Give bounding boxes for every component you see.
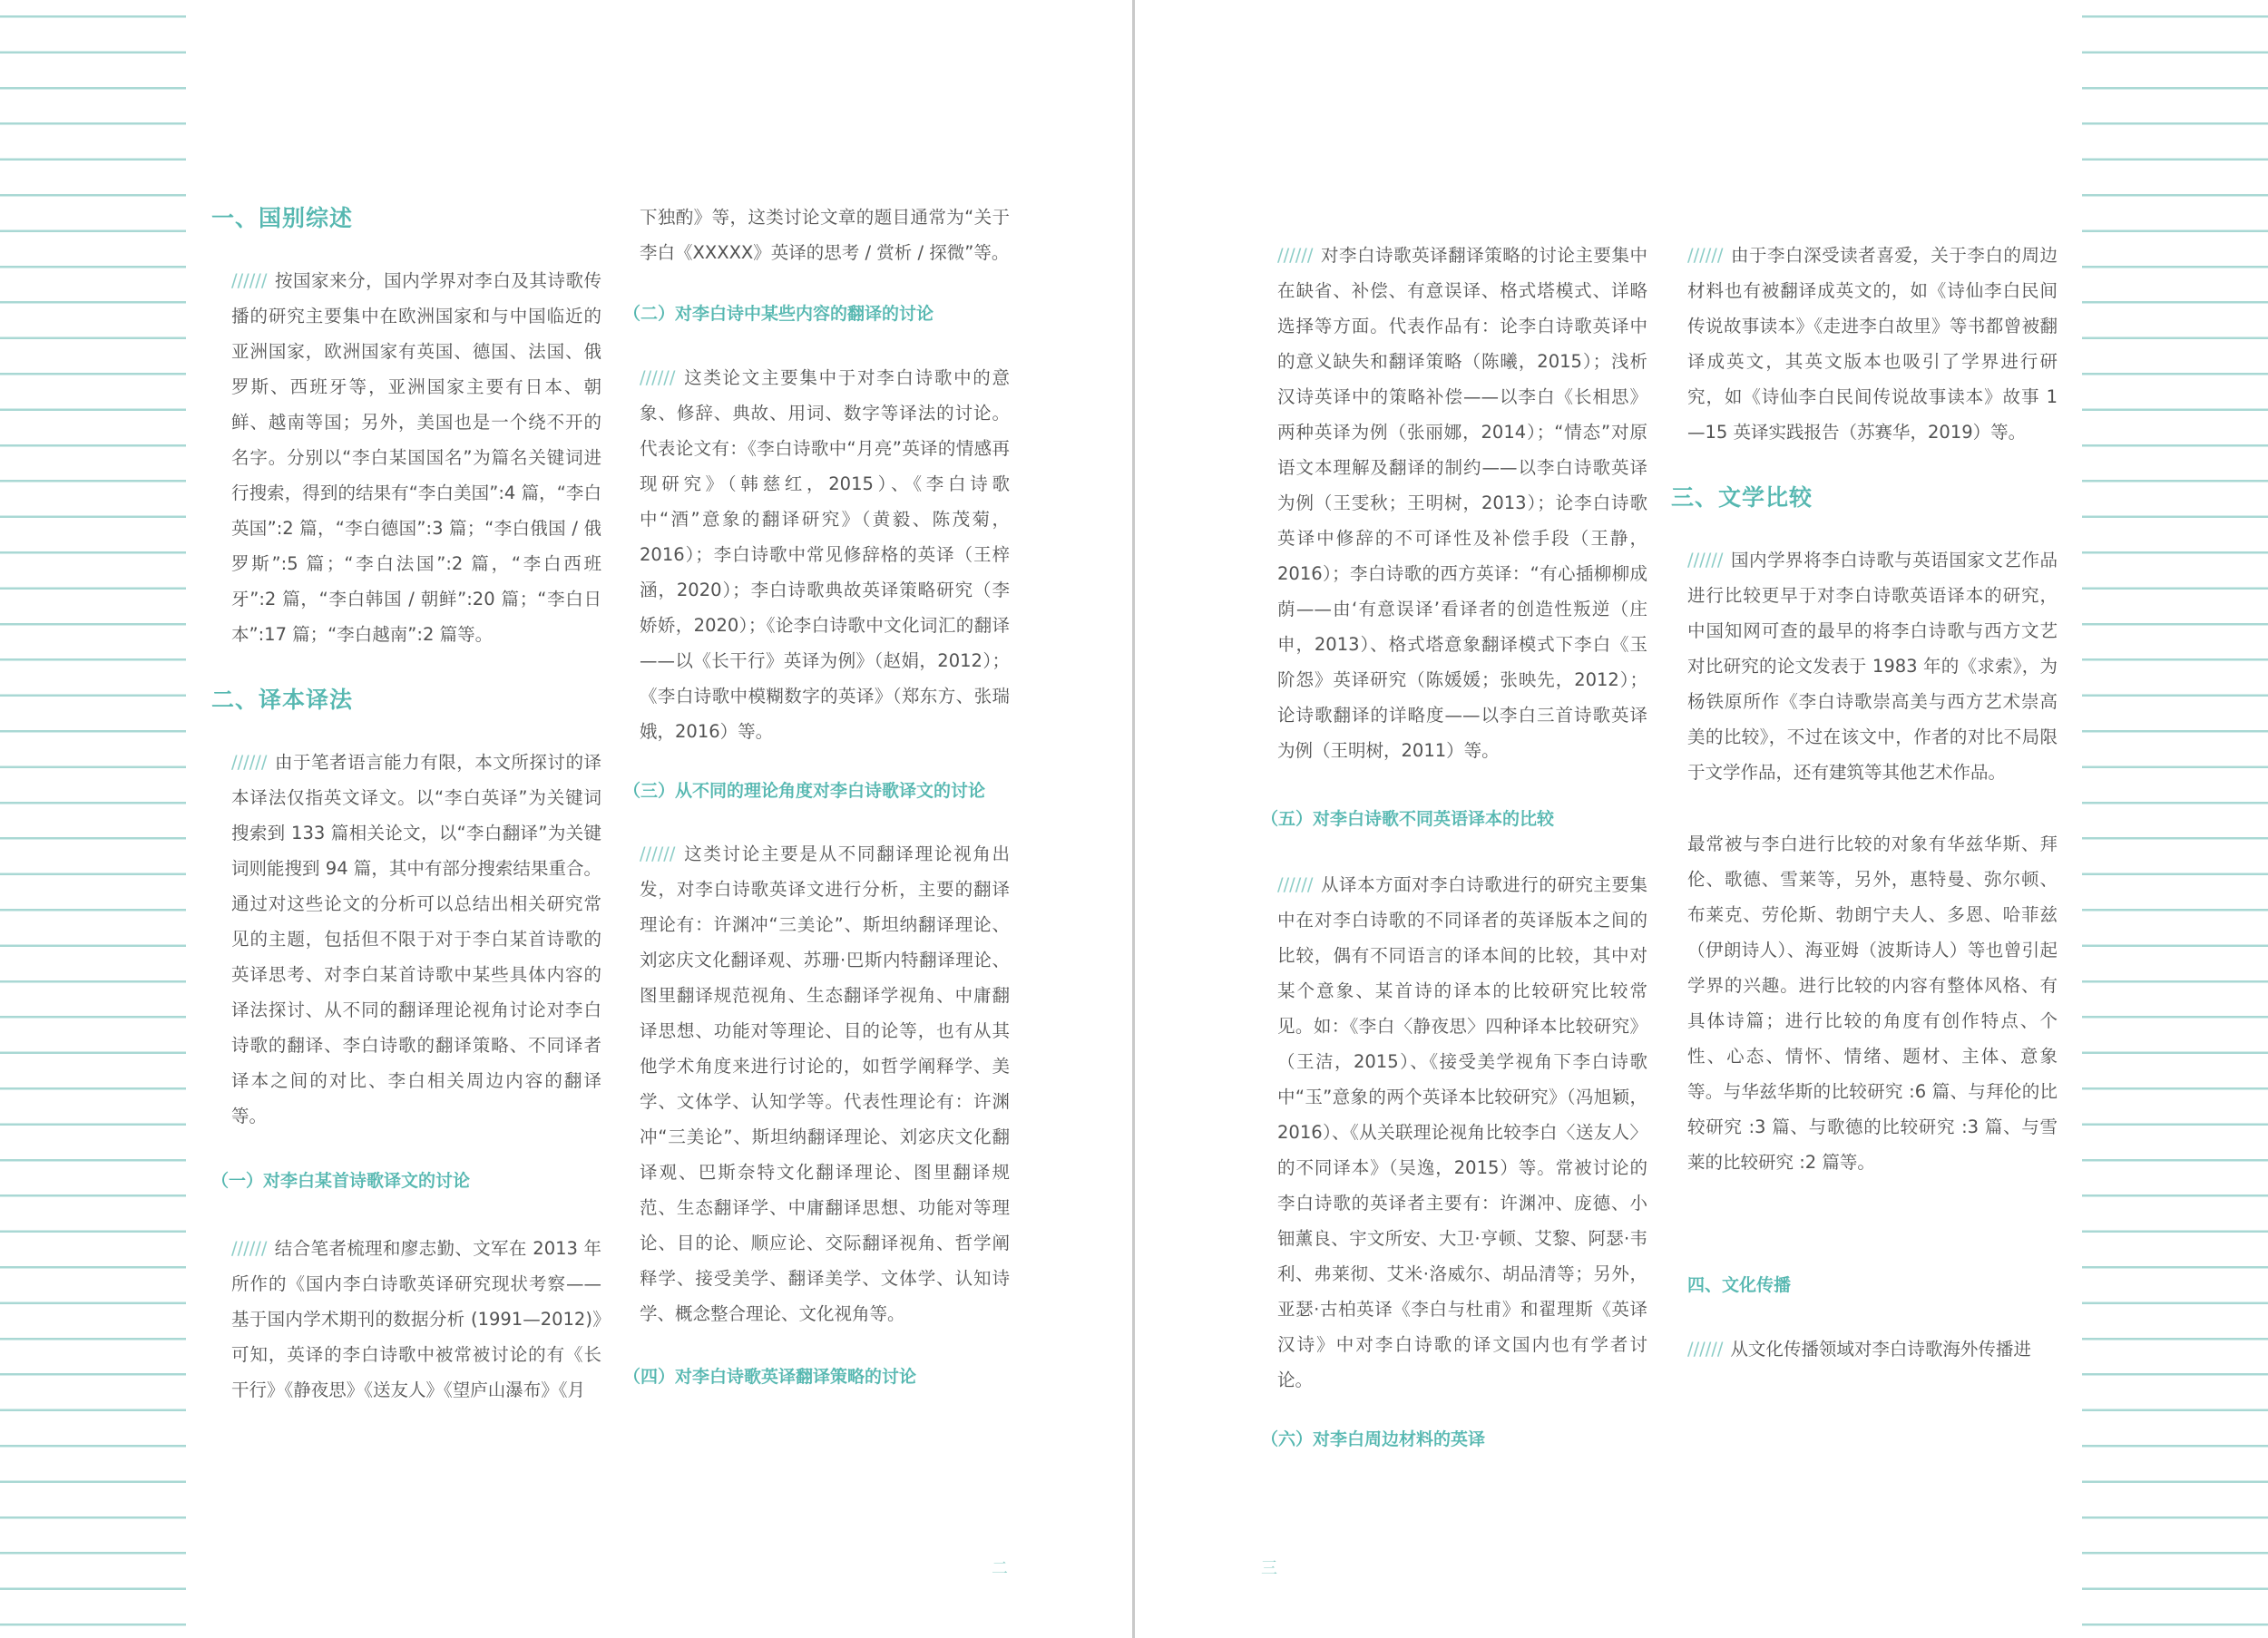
paragraph: ////// 从文化传播领域对李白诗歌海外传播进	[1687, 1338, 2031, 1360]
subheading-3: （三）从不同的理论角度对李白诗歌译文的讨论	[623, 780, 986, 801]
subheading-6: （六）对李白周边材料的英译	[1261, 1428, 1486, 1449]
slash-ornament: //////	[640, 366, 676, 388]
slash-ornament: //////	[1687, 1338, 1724, 1360]
slash-ornament: //////	[1277, 245, 1314, 266]
paragraph: 下独酌》等，这类讨论文章的题目通常为“关于李白《XXXXX》英译的思考 / 赏析 / 探微”等。	[640, 207, 1010, 263]
paragraph: ////// 从译本方面对李白诗歌进行的研究主要集中在对李白诗歌的不同译者的英译版本之间的比较，偶有不同语言的译本间的比较，其中对某个意象、某首诗的译本的比较研究比较常见。如：《李白〈静夜思〉四种译本比较研究》（王洁，2015）、《接受美学视角下李白诗歌中“玉”意象的两个英译本比较研究》（冯旭颖，2016）、《从关联理论视角比较李白〈送友人〉的不同译本》（吴逸，2015）等。常被讨论的李白诗歌的英译者主要有：许渊冲、庞德、小钿薰良、宇文所安、大卫·亨顿、艾黎、阿瑟·韦利、弗莱彻、艾米·洛威尔、胡品清等；另外，亚瑟·古柏英译《李白与杜甫》和翟理斯《英译汉诗》中对李白诗歌的译文国内也有学者讨论。	[1277, 873, 1647, 1390]
left-page-column-1	[211, 205, 601, 1408]
slash-ornament: //////	[640, 843, 676, 865]
paragraph: ////// 这类论文主要集中于对李白诗歌中的意象、修辞、典故、用词、数字等译法的讨论。代表论文有：《李白诗歌中“月亮”英译的情感再现研究》（韩慈红，2015）、《李白诗歌中“酒”意象的翻译研究》（黄毅、陈茂菊，2016）；李白诗歌中常见修辞格的英译（王梓涵，2020）；李白诗歌典故英译策略研究（李娇娇，2020）；《论李白诗歌中文化词汇的翻译——以《长干行》英译为例》（赵娟，2012）；《李白诗歌中模糊数字的英译》（郑东方、张瑞娥，2016）等。	[640, 366, 1010, 742]
paragraph: ////// 结合笔者梳理和廖志勤、文军在 2013 年所作的《国内李白诗歌英译研究现状考察——基于国内学术期刊的数据分析 (1991—2012)》可知，英译的李白诗歌中被常被讨论的有《长干行》《静夜思》《送友人》《望庐山瀑布》《月	[231, 1237, 601, 1400]
right-page-column-1	[1261, 238, 1647, 1450]
section-heading-2: 二、译本译法	[211, 687, 354, 713]
slash-ornament: //////	[1687, 550, 1724, 570]
paragraph: ////// 由于李白深受读者喜爱，关于李白的周边材料也有被翻译成英文的，如《诗仙李白民间传说故事读本》《走进李白故里》等书都曾被翻译成英文，其英文版本也吸引了学界进行研究，如《诗仙李白民间传说故事读本》故事 1—15 英译实践报告（苏赛华，2019）等。	[1687, 245, 2058, 443]
section-heading-3: 三、文学比较	[1671, 484, 1813, 511]
left-page-column-2	[623, 200, 1010, 1389]
paragraph: 最常被与李白进行比较的对象有华兹华斯、拜伦、歌德、雪莱等，另外，惠特曼、弥尔顿、布莱克、劳伦斯、勃朗宁夫人、多恩、哈菲兹（伊朗诗人）、海亚姆（波斯诗人）等也曾引起学界的兴趣。进行比较的内容有整体风格、有具体诗篇；进行比较的角度有创作特点、个性、心态、情怀、情绪、题材、主体、意象等。与华兹华斯的比较研究 :6 篇、与拜伦的比较研究 :3 篇、与歌德的比较研究 :3 篇、与雪莱的比较研究 :2 篇等。	[1687, 834, 2058, 1173]
paragraph: ////// 这类讨论主要是从不同翻译理论视角出发，对李白诗歌英译文进行分析，主要的翻译理论有：许渊冲“三美论”、斯坦纳翻译理论、刘宓庆文化翻译观、苏珊·巴斯内特翻译理论、图里翻译规范视角、生态翻译学视角、中庸翻译思想、功能对等理论、目的论等，也有从其他学术角度来进行讨论的，如哲学阐释学、美学、文体学、认知学等。代表性理论有：许渊冲“三美论”、斯坦纳翻译理论、刘宓庆文化翻译观、巴斯奈特文化翻译理论、图里翻译规范、生态翻译学、中庸翻译思想、功能对等理论、目的论、顺应论、交际翻译视角、哲学阐释学、接受美学、翻译美学、文体学、认知诗学、概念整合理论、文化视角等。	[640, 843, 1010, 1325]
paragraph: ////// 由于笔者语言能力有限，本文所探讨的译本译法仅指英文译文。以“李白英译”为关键词搜索到 133 篇相关论文，以“李白翻译”为关键词则能搜到 94 篇，其中有部分搜索结果重合。通过对这些论文的分析可以总结出相关研究常见的主题，包括但不限于对于李白某首诗歌的英译思考、对李白某首诗歌中某些具体内容的译法探讨、从不同的翻译理论视角讨论对李白诗歌的翻译、李白诗歌的翻译策略、不同译者译本之间的对比、李白相关周边内容的翻译等。	[231, 752, 601, 1126]
section-heading-4: 四、文化传播	[1687, 1275, 1792, 1295]
right-page-column-2	[1671, 238, 2058, 1367]
slash-ornament: //////	[231, 752, 268, 773]
slash-ornament: //////	[1687, 245, 1724, 266]
book-spine	[1132, 0, 1135, 1638]
section-heading-1: 一、国别综述	[211, 205, 354, 231]
paragraph: ////// 国内学界将李白诗歌与英语国家文艺作品进行比较更早于对李白诗歌英语译本的研究，中国知网可查的最早的将李白诗歌与西方文艺对比研究的论文发表于 1983 年的《求索》，为杨铁原所作《李白诗歌崇高美与西方艺术崇高美的比较》，不过在该文中，作者的对比不局限于文学作品，还有建筑等其他艺术作品。	[1687, 550, 2058, 783]
subheading-2: （二）对李白诗中某些内容的翻译的讨论	[623, 304, 934, 324]
page-number-left: 二	[992, 1559, 1008, 1578]
left-stripe-decoration	[0, 0, 186, 1638]
subheading-4: （四）对李白诗歌英译翻译策略的讨论	[623, 1367, 917, 1388]
slash-ornament: //////	[231, 1237, 268, 1259]
paragraph: ////// 按国家来分，国内学界对李白及其诗歌传播的研究主要集中在欧洲国家和与中国临近的亚洲国家，欧洲国家有英国、德国、法国、俄罗斯、西班牙等，亚洲国家主要有日本、朝鲜、越南等国；另外，美国也是一个绕不开的名字。分别以“李白某国国名”为篇名关键词进行搜索，得到的结果有“李白美国”:4 篇，“李白英国”:2 篇，“李白德国”:3 篇；“李白俄国 / 俄罗斯”:5 篇；“李白法国”:2 篇，“李白西班牙”:2 篇，“李白韩国 / 朝鲜”:20 篇；“李白日本”:17 篇；“李白越南”:2 篇等。	[231, 270, 601, 645]
slash-ornament: //////	[231, 270, 268, 291]
subheading-5: （五）对李白诗歌不同英语译本的比较	[1261, 809, 1555, 829]
subheading-1: （一）对李白某首诗歌译文的讨论	[211, 1171, 471, 1191]
slash-ornament: //////	[1277, 873, 1314, 895]
paragraph: ////// 对李白诗歌英译翻译策略的讨论主要集中在缺省、补偿、有意误译、格式塔模式、详略选择等方面。代表作品有：论李白诗歌英译中的意义缺失和翻译策略（陈曦，2015）；浅析汉诗英译中的策略补偿——以李白《长相思》两种英译为例（张丽娜，2014）；“情态”对原语文本理解及翻译的制约——以李白诗歌英译为例（王雯秋；王明树，2013）；论李白诗歌英译中修辞的不可译性及补偿手段（王静，2016）；李白诗歌的西方英译：“有心插柳柳成荫——由‘有意误译’看译者的创造性叛逆（庄申，2013）、格式塔意象翻译模式下李白《玉阶怨》英译研究（陈媛媛；张映先，2012）；论诗歌翻译的详略度——以李白三首诗歌英译为例（王明树，2011）等。	[1277, 245, 1647, 761]
page-number-right: 三	[1261, 1559, 1277, 1578]
right-stripe-decoration	[2082, 0, 2268, 1638]
